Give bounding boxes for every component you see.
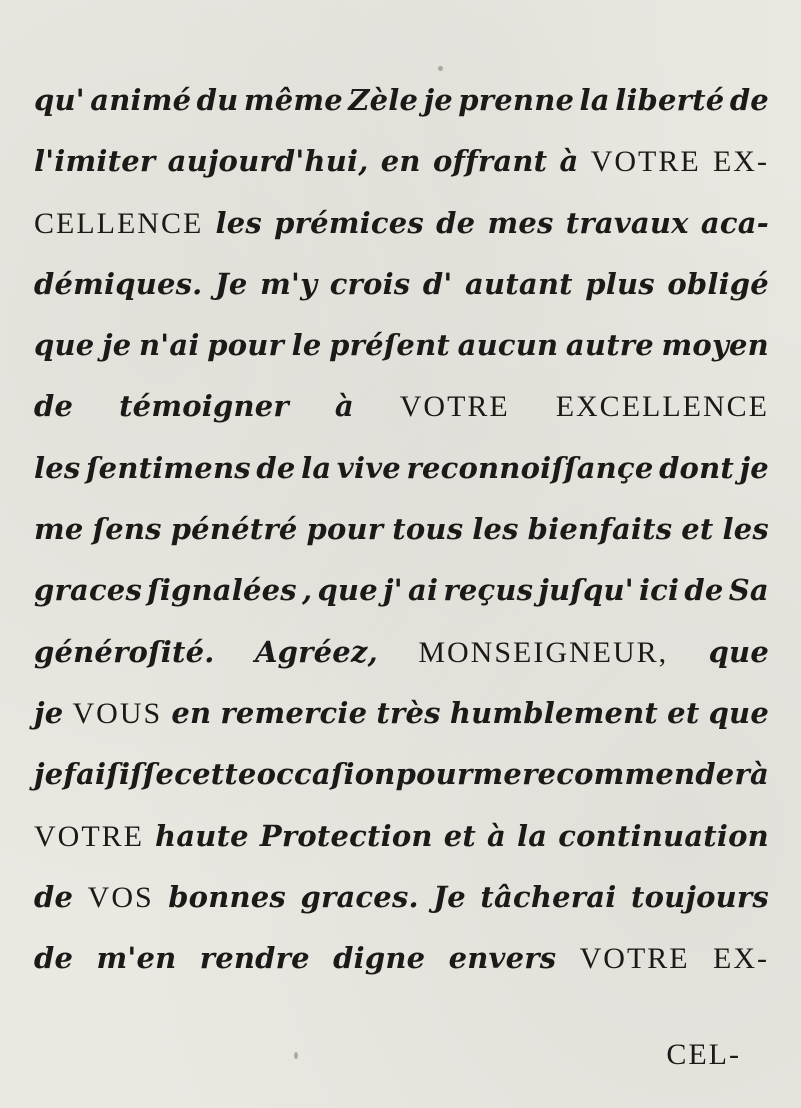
word: l'imiter bbox=[34, 144, 156, 179]
word: et bbox=[443, 818, 476, 853]
word: recommender bbox=[522, 757, 750, 792]
word: continuation bbox=[558, 818, 769, 853]
word: pour bbox=[207, 328, 285, 363]
word: je bbox=[423, 83, 453, 117]
word: envers bbox=[448, 941, 557, 976]
text-line bbox=[34, 376, 769, 437]
word: que bbox=[34, 328, 95, 363]
word: en bbox=[380, 144, 421, 179]
word: pour bbox=[395, 757, 473, 792]
word: liberté bbox=[615, 83, 725, 117]
word: de bbox=[684, 573, 724, 608]
word: les bbox=[472, 512, 519, 547]
word: reconnoiſſançe bbox=[406, 450, 654, 485]
text-line bbox=[34, 315, 769, 376]
text-line bbox=[34, 867, 769, 928]
word: tâcherai bbox=[480, 879, 617, 914]
word: à bbox=[334, 389, 354, 424]
body-text bbox=[34, 70, 769, 989]
word: la bbox=[517, 818, 548, 853]
word: pour bbox=[306, 512, 384, 547]
word: tous bbox=[392, 512, 464, 547]
word: aujourd'hui, bbox=[167, 144, 369, 179]
word: Sa bbox=[728, 573, 769, 608]
word: rendre bbox=[199, 941, 310, 976]
word: EX- bbox=[713, 942, 769, 976]
word: bienfaits bbox=[527, 512, 673, 547]
word: VOTRE bbox=[590, 145, 701, 179]
word: de bbox=[34, 389, 74, 424]
word: et bbox=[681, 512, 714, 547]
text-line bbox=[34, 499, 769, 560]
word: EXCELLENCE bbox=[555, 390, 769, 424]
text-line bbox=[34, 622, 769, 683]
word: ai bbox=[407, 573, 439, 608]
word: je bbox=[34, 757, 64, 792]
word: ſignalées bbox=[147, 573, 297, 608]
word: humblement bbox=[449, 695, 659, 730]
word: CELLENCE bbox=[34, 206, 204, 240]
word: de bbox=[34, 941, 74, 976]
word: les bbox=[722, 512, 769, 547]
text-line bbox=[34, 131, 769, 192]
word: remercie bbox=[220, 695, 368, 730]
text-line bbox=[34, 928, 769, 989]
word: VOTRE bbox=[34, 819, 144, 853]
word: digne bbox=[333, 941, 426, 976]
word: MONSEIGNEUR, bbox=[418, 635, 669, 669]
word: vive bbox=[336, 450, 401, 485]
word: ſens bbox=[92, 512, 162, 547]
word: occaſion bbox=[256, 757, 396, 792]
word: animé bbox=[90, 83, 192, 117]
word: moyen bbox=[661, 328, 769, 363]
word: obligé bbox=[667, 266, 769, 301]
word: prenne bbox=[458, 83, 575, 117]
word: m'y bbox=[260, 266, 318, 301]
word: autre bbox=[565, 328, 654, 363]
catchword-block bbox=[34, 1024, 769, 1085]
word: Zèle bbox=[348, 83, 419, 117]
text-line bbox=[34, 70, 769, 131]
word: en bbox=[171, 695, 212, 730]
catchword-line bbox=[34, 1024, 769, 1085]
word: VOTRE bbox=[399, 390, 510, 424]
word: travaux bbox=[565, 205, 689, 240]
word: VOUS bbox=[72, 696, 163, 730]
word: Protection bbox=[259, 818, 433, 853]
word: à bbox=[749, 757, 769, 792]
word: démiques. bbox=[34, 266, 203, 301]
text-line bbox=[34, 744, 769, 805]
word: Je bbox=[215, 266, 248, 301]
word: les bbox=[215, 205, 262, 240]
word: à bbox=[486, 818, 506, 853]
word: cette bbox=[174, 757, 257, 792]
word: crois bbox=[329, 266, 411, 301]
text-line bbox=[34, 683, 769, 744]
word: aucun bbox=[457, 328, 559, 363]
word: la bbox=[579, 83, 610, 117]
text-line bbox=[34, 438, 769, 499]
word: aca- bbox=[700, 205, 769, 240]
word: témoigner bbox=[119, 389, 289, 424]
text-line bbox=[34, 254, 769, 315]
word: offrant bbox=[432, 144, 548, 179]
word: d' bbox=[422, 266, 453, 301]
word: que bbox=[708, 634, 769, 669]
word: que bbox=[708, 695, 769, 730]
word: , bbox=[302, 573, 313, 608]
word: ici bbox=[638, 573, 680, 608]
word: de bbox=[729, 83, 769, 117]
word: de bbox=[256, 450, 296, 485]
word: prémices bbox=[274, 205, 424, 240]
word: EX- bbox=[712, 145, 769, 179]
word: n'ai bbox=[139, 328, 200, 363]
word: les bbox=[34, 450, 81, 485]
word: qu' bbox=[34, 83, 85, 117]
word: toujours bbox=[630, 879, 769, 914]
word: dont bbox=[659, 450, 734, 485]
word: plus bbox=[585, 266, 655, 301]
word: mes bbox=[487, 205, 554, 240]
word: haute bbox=[155, 818, 249, 853]
word: reçus bbox=[443, 573, 534, 608]
word: autant bbox=[464, 266, 573, 301]
word: Agréez, bbox=[254, 634, 378, 669]
word: graces bbox=[34, 573, 142, 608]
word: je bbox=[34, 695, 64, 730]
word: me bbox=[34, 512, 84, 547]
word: juſqu' bbox=[538, 573, 634, 608]
word: je bbox=[102, 328, 132, 363]
word: VOS bbox=[87, 880, 154, 914]
word: j' bbox=[383, 573, 403, 608]
word: la bbox=[301, 450, 332, 485]
word: le bbox=[291, 328, 322, 363]
word: me bbox=[472, 757, 523, 792]
word: bonnes bbox=[168, 879, 286, 914]
word: du bbox=[196, 83, 239, 117]
ink-speck bbox=[438, 66, 443, 71]
word: généroſité. bbox=[34, 634, 215, 669]
word: je bbox=[739, 450, 769, 485]
word: Je bbox=[433, 879, 466, 914]
word: ſentimens bbox=[86, 450, 251, 485]
text-line bbox=[34, 806, 769, 867]
word: très bbox=[376, 695, 441, 730]
word: m'en bbox=[96, 941, 177, 976]
ink-speck bbox=[294, 1052, 298, 1059]
text-line bbox=[34, 193, 769, 254]
text-line bbox=[34, 560, 769, 621]
word: de bbox=[34, 879, 74, 914]
word: et bbox=[667, 695, 700, 730]
word: de bbox=[436, 205, 476, 240]
word: même bbox=[243, 83, 343, 117]
word: préſent bbox=[329, 328, 450, 363]
word: faiſiſſe bbox=[63, 757, 175, 792]
word: à bbox=[559, 144, 579, 179]
word: que bbox=[317, 573, 378, 608]
word: graces. bbox=[300, 879, 419, 914]
catchword: CEL- bbox=[666, 1038, 741, 1071]
word: VOTRE bbox=[579, 942, 690, 976]
word: pénétré bbox=[170, 512, 298, 547]
